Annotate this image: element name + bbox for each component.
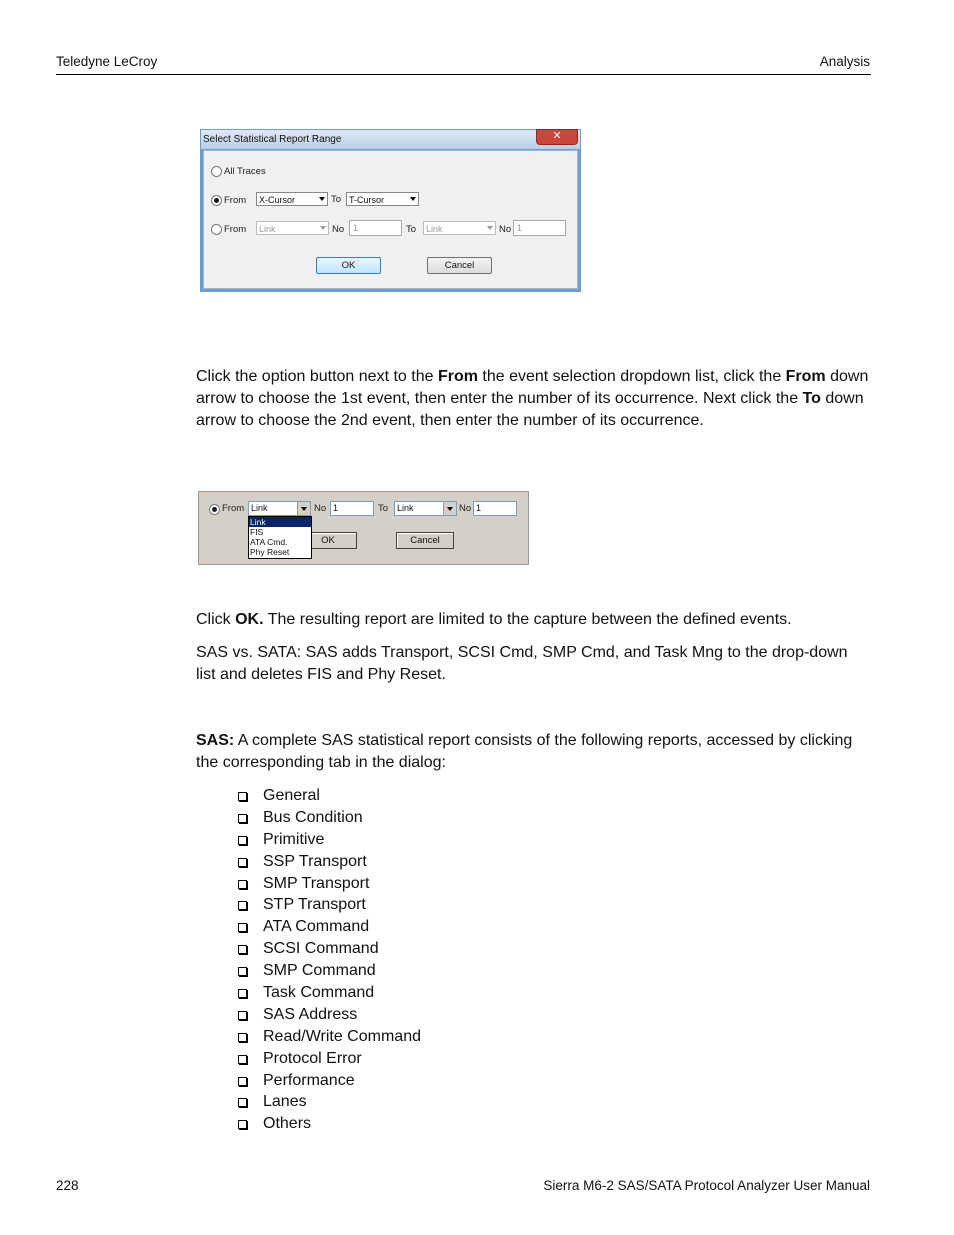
list-item-text: Performance bbox=[263, 1071, 355, 1089]
from-cursor-value: X-Cursor bbox=[259, 195, 296, 205]
text-run: A complete SAS statistical report consists of the following reports, accessed by clicking the corresponding tab in the dialog: bbox=[196, 732, 853, 771]
checkbox-bullet-icon bbox=[238, 880, 247, 889]
chevron-down-icon bbox=[487, 226, 493, 230]
from-label: From bbox=[224, 195, 247, 206]
text-run: the event selection dropdown list, click the bbox=[477, 368, 786, 385]
list-item-text: Primitive bbox=[263, 830, 325, 848]
checkbox-bullet-icon bbox=[238, 1120, 247, 1129]
checkbox-bullet-icon bbox=[238, 1098, 247, 1107]
cancel-button[interactable]: Cancel bbox=[427, 257, 492, 274]
dropdown-option[interactable]: Phy Reset bbox=[250, 547, 290, 557]
bold-run: From bbox=[785, 368, 826, 385]
close-button[interactable]: ✕ bbox=[536, 129, 578, 145]
checkbox-bullet-icon bbox=[238, 901, 247, 910]
bold-run: OK. bbox=[235, 611, 264, 628]
chevron-down-icon bbox=[320, 226, 326, 230]
list-item-text: SMP Transport bbox=[263, 874, 370, 892]
sas-paragraph bbox=[196, 730, 871, 774]
to-no-input[interactable]: 1 bbox=[513, 220, 566, 236]
no-label-2: No bbox=[499, 224, 512, 235]
list-item-text: SCSI Command bbox=[263, 940, 379, 958]
bold-run: To bbox=[802, 389, 821, 407]
to-event-select[interactable] bbox=[423, 221, 496, 235]
to-cursor-select[interactable] bbox=[346, 192, 419, 206]
checkbox-bullet-icon bbox=[238, 1055, 247, 1064]
to-label-3: To bbox=[378, 503, 389, 514]
text-run: down arrow to choose the 2nd event, then enter the number of its occurrence. bbox=[196, 389, 864, 429]
no-label-1: No bbox=[332, 224, 345, 235]
dialog-title bbox=[201, 130, 580, 149]
checkbox-bullet-icon bbox=[238, 989, 247, 998]
to-label: To bbox=[331, 194, 342, 205]
header-left: Teledyne LeCroy bbox=[56, 54, 158, 69]
checkbox-bullet-icon bbox=[238, 836, 247, 845]
footer-manual-title: Sierra M6-2 SAS/SATA Protocol Analyzer User Manual bbox=[543, 1178, 870, 1193]
to-event-value: Link bbox=[426, 224, 443, 234]
select-range-dialog bbox=[200, 129, 581, 292]
event-dropdown-dialog bbox=[198, 491, 529, 565]
list-item-text: Read/Write Command bbox=[263, 1027, 421, 1045]
bold-run: From bbox=[437, 368, 478, 385]
from-event-radio-2[interactable] bbox=[209, 504, 220, 515]
checkbox-bullet-icon bbox=[238, 792, 247, 801]
bold-run: SAS: bbox=[196, 732, 235, 749]
checkbox-bullet-icon bbox=[238, 967, 247, 976]
checkbox-bullet-icon bbox=[238, 1033, 247, 1042]
checkbox-bullet-icon bbox=[238, 858, 247, 867]
cancel-button-2[interactable]: Cancel bbox=[396, 532, 454, 549]
event-dropdown-list bbox=[248, 516, 312, 559]
from-label-2: From bbox=[224, 224, 247, 235]
all-traces-label: All Traces bbox=[224, 166, 266, 177]
dialog-body bbox=[203, 150, 578, 289]
sas-vs-sata-paragraph: SAS vs. SATA: SAS adds Transport, SCSI Cmd, SMP Cmd, and Task Mng to the drop-down list and deletes FIS and Phy Reset. bbox=[196, 644, 848, 683]
checkbox-bullet-icon bbox=[238, 923, 247, 932]
list-item-text: Bus Condition bbox=[263, 808, 363, 826]
text-run: down arrow to choose the 1st event, then enter the number of its occurrence. Next click the bbox=[196, 368, 869, 407]
list-item-text: Others bbox=[263, 1115, 312, 1133]
chevron-down-icon bbox=[319, 197, 325, 201]
from-event-radio[interactable] bbox=[211, 224, 222, 235]
list-item-text: SSP Transport bbox=[263, 852, 367, 870]
from-no-input-2[interactable]: 1 bbox=[330, 501, 374, 516]
checkbox-bullet-icon bbox=[238, 814, 247, 823]
ok-paragraph bbox=[196, 609, 871, 631]
to-cursor-value: T-Cursor bbox=[349, 195, 385, 205]
from-event-value-2: Link bbox=[251, 503, 268, 513]
text-run: Click the option button next to the bbox=[196, 368, 438, 385]
text-run: Click bbox=[196, 611, 236, 628]
from-event-select-2[interactable] bbox=[248, 501, 311, 516]
list-item-text: STP Transport bbox=[263, 896, 366, 914]
from-label-3: From bbox=[222, 503, 245, 514]
header-rule bbox=[56, 74, 871, 75]
no-label-3: No bbox=[314, 503, 327, 514]
to-event-select-2[interactable] bbox=[394, 501, 457, 516]
to-label-2: To bbox=[406, 224, 417, 235]
text-run: The resulting report are limited to the capture between the defined events. bbox=[263, 611, 792, 628]
dialog-title-text: Select Statistical Report Range bbox=[203, 134, 342, 145]
no-label-4: No bbox=[459, 503, 472, 514]
chevron-down-icon bbox=[410, 197, 416, 201]
to-no-input-2[interactable]: 1 bbox=[473, 501, 517, 516]
ok-button[interactable]: OK bbox=[316, 257, 381, 274]
from-event-select[interactable] bbox=[256, 221, 329, 235]
dropdown-option[interactable]: Link bbox=[249, 517, 311, 527]
checkbox-bullet-icon bbox=[238, 1077, 247, 1086]
dropdown-option[interactable]: FIS bbox=[250, 527, 264, 537]
chevron-down-icon[interactable] bbox=[443, 502, 456, 515]
from-cursor-select[interactable] bbox=[256, 192, 328, 206]
list-item-text: Lanes bbox=[263, 1093, 307, 1111]
checkbox-bullet-icon bbox=[238, 1011, 247, 1020]
list-item-text: Protocol Error bbox=[263, 1049, 362, 1067]
footer-page-number: 228 bbox=[56, 1178, 79, 1193]
list-item-text: General bbox=[263, 787, 320, 804]
instructions-paragraph bbox=[196, 366, 871, 431]
chevron-down-icon[interactable] bbox=[297, 502, 310, 515]
checkbox-bullet-icon bbox=[238, 945, 247, 954]
from-cursor-radio[interactable] bbox=[211, 195, 222, 206]
list-item-text: SMP Command bbox=[263, 962, 376, 980]
list-item-text: ATA Command bbox=[263, 918, 370, 936]
from-event-value: Link bbox=[259, 224, 276, 234]
ok-button-2[interactable]: OK bbox=[299, 532, 357, 549]
to-event-value-2: Link bbox=[397, 503, 414, 513]
header-right: Analysis bbox=[819, 54, 870, 69]
dropdown-option[interactable]: ATA Cmd. bbox=[250, 537, 288, 547]
list-item-text: SAS Address bbox=[263, 1005, 358, 1023]
from-no-input[interactable]: 1 bbox=[349, 220, 402, 236]
all-traces-radio[interactable] bbox=[211, 166, 222, 177]
list-item-text: Task Command bbox=[263, 984, 375, 1002]
